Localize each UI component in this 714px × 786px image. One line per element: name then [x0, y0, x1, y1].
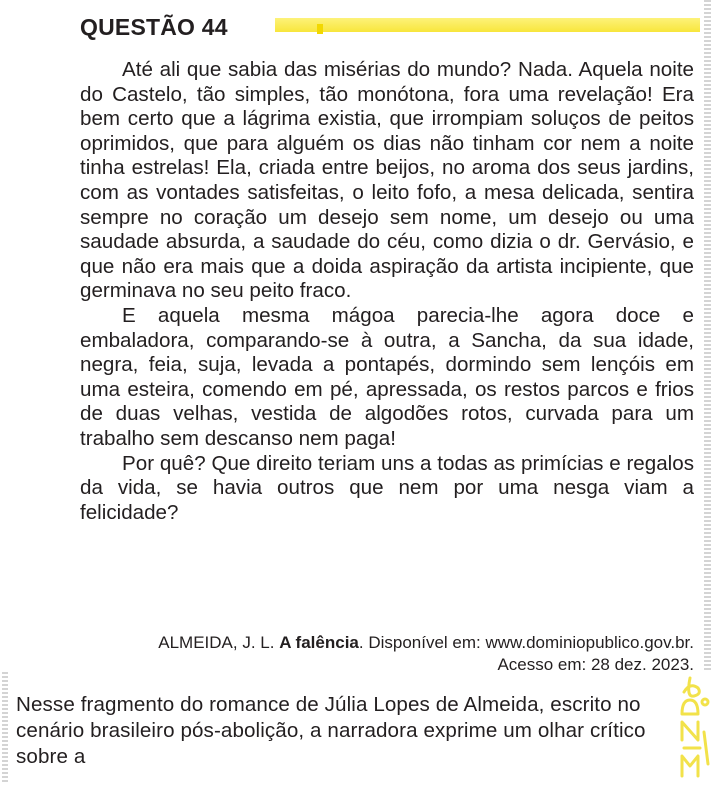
yellow-logo-watermark [676, 672, 712, 784]
passage-paragraph-3: Por quê? Que direito teriam uns a todas as primícias e regalos da vida, se havia outros que nem por uma nesga viam a felicidade? [80, 451, 694, 524]
source-line-1 [80, 632, 694, 654]
question-title-bar [275, 18, 700, 32]
source-work-title: A falência [279, 633, 359, 652]
source-access-date: Acesso em: 28 dez. 2023. [497, 655, 694, 674]
question-title: QUESTÃO 44 [80, 14, 228, 40]
passage-paragraph-2: E aquela mesma mágoa parecia-lhe agora doce e embaladora, comparando-se à outra, a Sancha, da sua idade, negra, feia, suja, levada a pontapés, dormindo sem lençóis em uma esteira, comendo em pé, apressada, os restos parcos e frios de duas velhas, vestida de algodões rotos, curvada para um trabalho sem descanso nem paga! [80, 303, 694, 450]
source-author: ALMEIDA, J. L. [158, 633, 275, 652]
right-edge-microtext-strip [704, 0, 711, 670]
question-stem: Nesse fragmento do romance de Júlia Lopes de Almeida, escrito no cenário brasileiro pós-abolição, a narradora exprime um olhar crítico sobre a [16, 693, 646, 768]
passage-text [80, 58, 694, 525]
passage-paragraph-1: Até ali que sabia das misérias do mundo? Nada. Aquela noite do Castelo, tão simples, tão monótona, fora uma revelação! Era bem certo que a lágrima existia, que irrompiam soluços de peitos oprimidos, que para alguém os dias não tinham cor nem a noite tinha estrelas! Ela, criada entre beijos, no aroma dos seus jardins, com as vontades satisfeitas, o leito fofo, a mesa delicada, sentira sempre no coração um desejo sem nome, um desejo ou uma saudade absurda, a saudade do céu, como dizia o dr. Gervásio, e que não era mais que a doida aspiração da artista incipiente, que germinava no seu peito fraco. [80, 58, 694, 303]
question-title-bar-accent [317, 24, 323, 34]
question-header [80, 12, 700, 52]
source-availability: . Disponível em: www.dominiopublico.gov.br. [358, 633, 694, 652]
left-edge-microtext-strip [2, 672, 8, 782]
source-citation [80, 632, 694, 676]
